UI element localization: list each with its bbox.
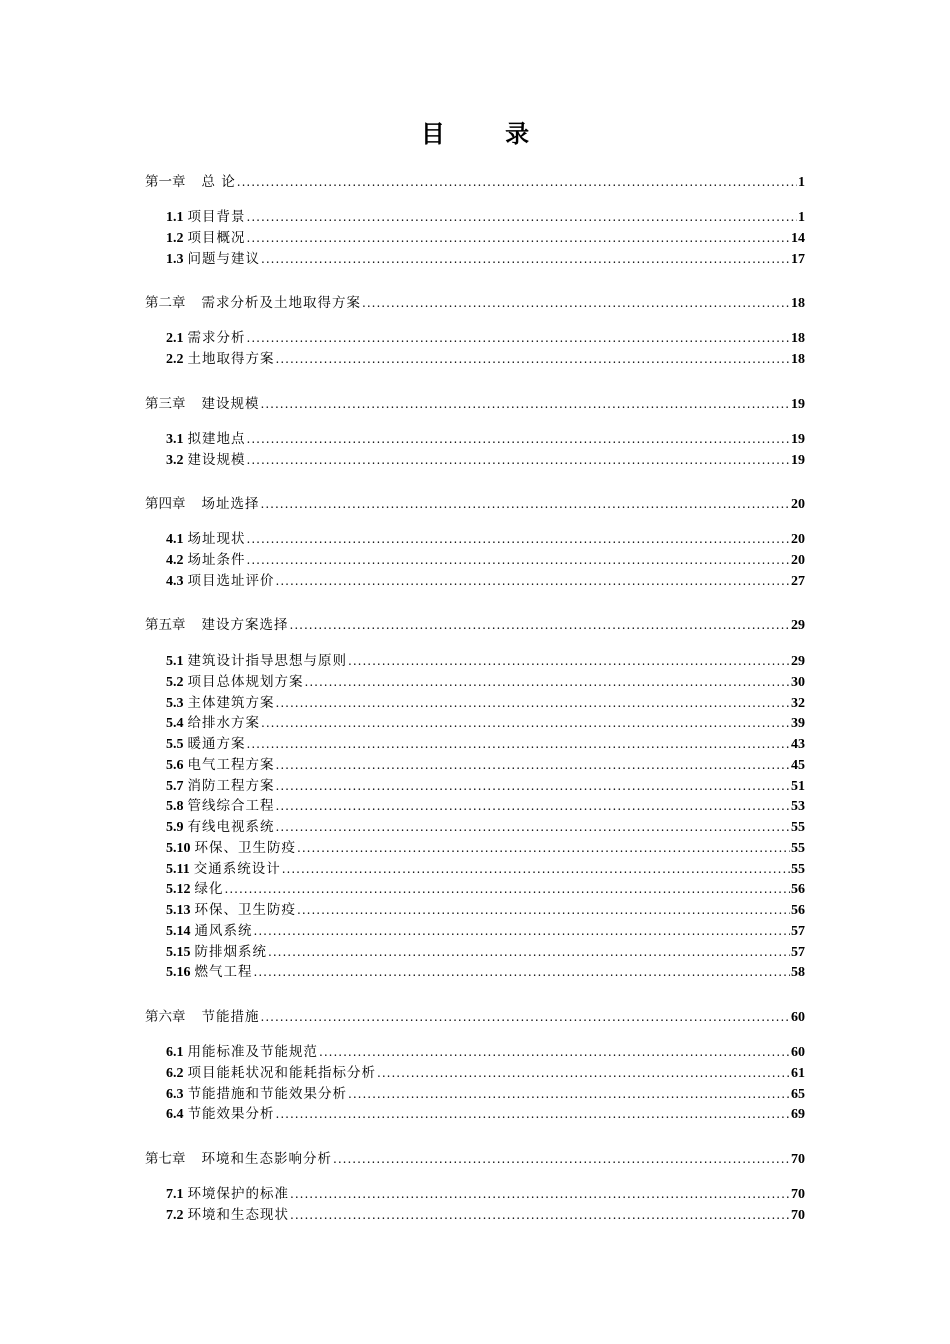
dot-leader <box>237 172 797 192</box>
section-number: 6.2 <box>166 1066 184 1081</box>
page-number: 55 <box>791 862 805 877</box>
entry-title: 需求分析及土地取得方案 <box>201 295 361 311</box>
toc-chapter-entry[interactable] <box>145 172 805 192</box>
page-number: 69 <box>791 1107 805 1122</box>
section-number: 5.10 <box>166 841 191 856</box>
page-number: 19 <box>791 453 805 468</box>
dot-leader <box>276 349 791 369</box>
entry-title: 暖通方案 <box>187 736 246 752</box>
page-number: 20 <box>791 553 805 568</box>
page-number: 70 <box>791 1152 805 1167</box>
page-number: 56 <box>791 882 805 897</box>
section-number: 2.2 <box>166 352 184 367</box>
toc-section-entry[interactable] <box>166 838 805 858</box>
toc-section-entry[interactable] <box>166 879 805 899</box>
section-number: 5.6 <box>166 758 184 773</box>
entry-title: 环保、卫生防疫 <box>194 840 296 856</box>
page-number: 29 <box>791 618 805 633</box>
dot-leader <box>261 1007 791 1027</box>
entry-title: 环保、卫生防疫 <box>194 902 296 918</box>
dot-leader <box>247 328 791 348</box>
toc-section-entry[interactable] <box>166 529 805 549</box>
entry-title: 有线电视系统 <box>187 819 275 835</box>
entry-title: 项目概况 <box>187 230 246 246</box>
toc-section-entry[interactable] <box>166 693 805 713</box>
section-number: 7.1 <box>166 1187 184 1202</box>
dot-leader <box>254 921 791 941</box>
toc-section-entry[interactable] <box>166 859 805 879</box>
section-number: 7.2 <box>166 1208 184 1223</box>
entry-title: 节能措施和节能效果分析 <box>187 1086 347 1102</box>
toc-section-entry[interactable] <box>166 796 805 816</box>
section-number: 6.4 <box>166 1107 184 1122</box>
entry-title: 建设方案选择 <box>201 617 289 633</box>
section-number: 5.5 <box>166 737 184 752</box>
entry-title: 环境和生态影响分析 <box>201 1151 332 1167</box>
entry-title: 项目总体规划方案 <box>187 674 304 690</box>
page-number: 58 <box>791 965 805 980</box>
toc-section-entry[interactable] <box>166 328 805 348</box>
section-number: 5.15 <box>166 945 191 960</box>
chapter-label: 第三章 <box>145 396 186 412</box>
entry-title: 环境保护的标准 <box>187 1186 289 1202</box>
dot-leader <box>290 1184 790 1204</box>
section-number: 4.3 <box>166 574 184 589</box>
dot-leader <box>247 734 791 754</box>
page-number: 60 <box>791 1045 805 1060</box>
dot-leader <box>225 879 791 899</box>
entry-title: 项目能耗状况和能耗指标分析 <box>187 1065 376 1081</box>
section-number: 3.2 <box>166 453 184 468</box>
page-number: 14 <box>791 231 805 246</box>
toc-section-entry[interactable] <box>166 962 805 982</box>
page-number: 57 <box>791 924 805 939</box>
page-number: 30 <box>791 675 805 690</box>
toc-section-entry[interactable] <box>166 651 805 671</box>
toc-section-entry[interactable] <box>166 776 805 796</box>
toc-chapter-entry[interactable] <box>145 1007 805 1027</box>
entry-title: 管线综合工程 <box>187 798 275 814</box>
entry-title: 环境和生态现状 <box>187 1207 289 1223</box>
dot-leader <box>261 713 790 733</box>
dot-leader <box>362 293 790 313</box>
page-number: 60 <box>791 1010 805 1025</box>
dot-leader <box>261 394 791 414</box>
page-number: 18 <box>791 296 805 311</box>
section-number: 5.4 <box>166 716 184 731</box>
entry-title: 主体建筑方案 <box>187 695 275 711</box>
dot-leader <box>305 672 791 692</box>
section-number: 5.16 <box>166 965 191 980</box>
chapter-label: 第五章 <box>145 617 186 633</box>
toc-section-entry[interactable] <box>166 349 805 369</box>
chapter-label: 第一章 <box>145 174 186 190</box>
dot-leader <box>276 693 791 713</box>
toc-section-entry[interactable] <box>166 550 805 570</box>
dot-leader <box>247 450 791 470</box>
entry-title: 拟建地点 <box>187 431 246 447</box>
page-number: 19 <box>791 397 805 412</box>
section-number: 5.12 <box>166 882 191 897</box>
entry-title: 建设规模 <box>187 452 246 468</box>
chapter-label: 第二章 <box>145 295 186 311</box>
toc-section-entry[interactable] <box>166 1104 805 1124</box>
page-number: 51 <box>791 779 805 794</box>
dot-leader <box>276 796 791 816</box>
section-number: 6.1 <box>166 1045 184 1060</box>
page-number: 70 <box>791 1187 805 1202</box>
toc-section-entry[interactable] <box>166 734 805 754</box>
page-title: 目 录 <box>420 120 556 148</box>
dot-leader <box>290 1205 790 1225</box>
dot-leader <box>247 429 791 449</box>
dot-leader <box>290 615 791 635</box>
dot-leader <box>319 1042 790 1062</box>
toc-section-entry[interactable] <box>166 755 805 775</box>
dot-leader <box>247 228 791 248</box>
page-number: 61 <box>791 1066 805 1081</box>
page-number: 55 <box>791 841 805 856</box>
page-number: 32 <box>791 696 805 711</box>
section-number: 4.2 <box>166 553 184 568</box>
entry-title: 项目选址评价 <box>187 573 275 589</box>
section-number: 5.11 <box>166 862 190 877</box>
dot-leader <box>276 817 791 837</box>
toc-section-entry[interactable] <box>166 817 805 837</box>
toc-section-entry[interactable] <box>166 228 805 248</box>
page-number: 18 <box>791 352 805 367</box>
page-number: 43 <box>791 737 805 752</box>
toc-section-entry[interactable] <box>166 1205 805 1225</box>
page-number: 57 <box>791 945 805 960</box>
page-number: 65 <box>791 1087 805 1102</box>
section-number: 5.14 <box>166 924 191 939</box>
toc-section-entry[interactable] <box>166 249 805 269</box>
entry-title: 场址现状 <box>187 531 246 547</box>
toc-section-entry[interactable] <box>166 921 805 941</box>
entry-title: 燃气工程 <box>194 964 253 980</box>
chapter-label: 第六章 <box>145 1009 186 1025</box>
entry-title: 土地取得方案 <box>187 351 275 367</box>
dot-leader <box>261 249 790 269</box>
section-number: 5.3 <box>166 696 184 711</box>
page-number: 1 <box>798 210 805 225</box>
entry-title: 场址条件 <box>187 552 246 568</box>
page-number: 45 <box>791 758 805 773</box>
dot-leader <box>247 550 791 570</box>
chapter-label: 第七章 <box>145 1151 186 1167</box>
dot-leader <box>276 755 791 775</box>
section-number: 4.1 <box>166 532 184 547</box>
entry-title: 节能效果分析 <box>187 1106 275 1122</box>
toc-chapter-entry[interactable] <box>145 293 805 313</box>
section-number: 1.2 <box>166 231 184 246</box>
section-number: 5.9 <box>166 820 184 835</box>
page-number: 20 <box>791 532 805 547</box>
section-number: 5.8 <box>166 799 184 814</box>
entry-title: 总 论 <box>201 174 236 190</box>
page-number: 29 <box>791 654 805 669</box>
entry-title: 电气工程方案 <box>187 757 275 773</box>
toc-section-entry[interactable] <box>166 429 805 449</box>
dot-leader <box>268 942 790 962</box>
toc-section-entry[interactable] <box>166 1184 805 1204</box>
section-number: 1.1 <box>166 210 184 225</box>
dot-leader <box>348 1084 790 1104</box>
page-number: 55 <box>791 820 805 835</box>
entry-title: 节能措施 <box>201 1009 260 1025</box>
dot-leader <box>276 571 791 591</box>
entry-title: 场址选择 <box>201 496 260 512</box>
toc-section-entry[interactable] <box>166 207 805 227</box>
toc-chapter-entry[interactable] <box>145 394 805 414</box>
dot-leader <box>261 494 791 514</box>
dot-leader <box>254 962 791 982</box>
entry-title: 需求分析 <box>187 330 246 346</box>
entry-title: 项目背景 <box>187 209 246 225</box>
toc-chapter-entry[interactable] <box>145 1149 805 1169</box>
entry-title: 给排水方案 <box>187 715 260 731</box>
section-number: 5.13 <box>166 903 191 918</box>
toc-chapter-entry[interactable] <box>145 494 805 514</box>
section-number: 5.7 <box>166 779 184 794</box>
section-number: 2.1 <box>166 331 184 346</box>
entry-title: 防排烟系统 <box>194 944 267 960</box>
toc-section-entry[interactable] <box>166 450 805 470</box>
page-number: 39 <box>791 716 805 731</box>
toc-section-entry[interactable] <box>166 672 805 692</box>
dot-leader <box>282 859 790 879</box>
dot-leader <box>247 529 791 549</box>
dot-leader <box>348 651 790 671</box>
toc-section-entry[interactable] <box>166 942 805 962</box>
page-number: 20 <box>791 497 805 512</box>
section-number: 1.3 <box>166 252 184 267</box>
entry-title: 通风系统 <box>194 923 253 939</box>
dot-leader <box>377 1063 790 1083</box>
entry-title: 问题与建议 <box>187 251 260 267</box>
toc-section-entry[interactable] <box>166 571 805 591</box>
page-number: 19 <box>791 432 805 447</box>
section-number: 5.1 <box>166 654 184 669</box>
page-number: 17 <box>791 252 805 267</box>
section-number: 3.1 <box>166 432 184 447</box>
dot-leader <box>297 838 790 858</box>
dot-leader <box>247 207 798 227</box>
dot-leader <box>297 900 790 920</box>
dot-leader <box>333 1149 790 1169</box>
entry-title: 交通系统设计 <box>193 861 281 877</box>
page-number: 27 <box>791 574 805 589</box>
dot-leader <box>276 1104 791 1124</box>
entry-title: 用能标准及节能规范 <box>187 1044 318 1060</box>
page-number: 1 <box>798 175 805 190</box>
toc-chapter-entry[interactable] <box>145 615 805 635</box>
section-number: 5.2 <box>166 675 184 690</box>
entry-title: 建筑设计指导思想与原则 <box>187 653 347 669</box>
entry-title: 建设规模 <box>201 396 260 412</box>
page-number: 53 <box>791 799 805 814</box>
toc-section-entry[interactable] <box>166 900 805 920</box>
page-number: 18 <box>791 331 805 346</box>
dot-leader <box>276 776 791 796</box>
toc-section-entry[interactable] <box>166 1084 805 1104</box>
entry-title: 绿化 <box>194 881 224 897</box>
toc-section-entry[interactable] <box>166 1063 805 1083</box>
page-number: 70 <box>791 1208 805 1223</box>
toc-section-entry[interactable] <box>166 1042 805 1062</box>
page-number: 56 <box>791 903 805 918</box>
section-number: 6.3 <box>166 1087 184 1102</box>
toc-section-entry[interactable] <box>166 713 805 733</box>
entry-title: 消防工程方案 <box>187 778 275 794</box>
chapter-label: 第四章 <box>145 496 186 512</box>
